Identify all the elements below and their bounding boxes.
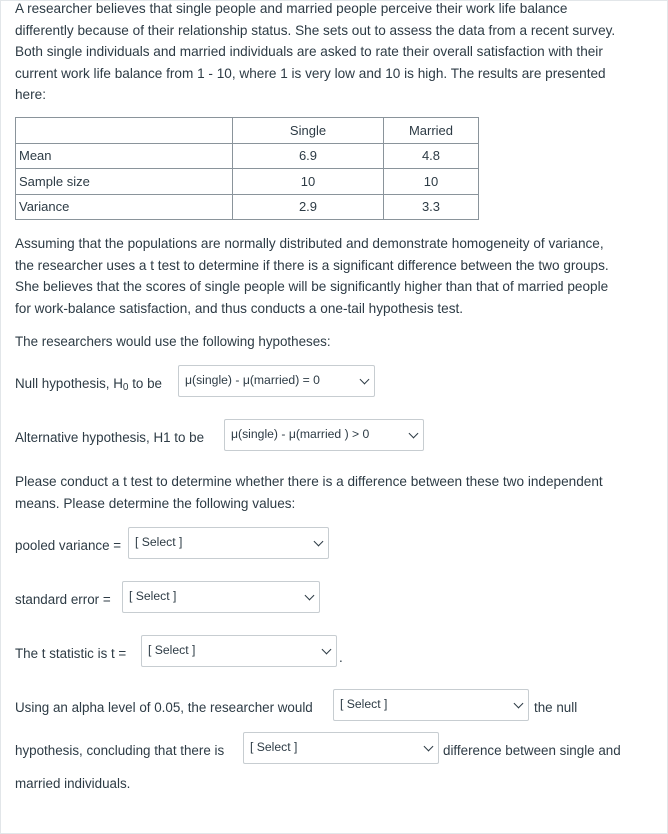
assumption-line: the researcher uses a t test to determine if there is a significant difference between the two groups.: [15, 257, 609, 273]
intro-paragraph: [15, 0, 615, 106]
t-statistic-select[interactable]: [141, 635, 337, 667]
pooled-variance-label: pooled variance =: [15, 538, 122, 553]
instructions-line: Please conduct a t test to determine whether there is a difference between these two independent: [15, 474, 603, 489]
hypotheses-intro: The researchers would use the following hypotheses:: [15, 334, 331, 349]
assumption-line: She believes that the scores of single people will be significantly higher than that of married people: [15, 279, 609, 294]
data-table: [15, 117, 479, 220]
conclusion-text-3: hypothesis, concluding that there is: [15, 743, 225, 758]
assumption-line: Assuming that the populations are normally distributed and demonstrate homogeneity of variance,: [15, 236, 604, 251]
conclusion-text-1: Using an alpha level of 0.05, the researcher would: [15, 700, 313, 715]
cell-married: 3.3: [384, 194, 479, 220]
cell-married: 10: [384, 169, 479, 195]
conclusion-text-5: married individuals.: [15, 776, 131, 791]
null-suffix: to be: [128, 376, 162, 391]
standard-error-select[interactable]: [122, 581, 320, 613]
cell-single: 6.9: [233, 143, 384, 169]
assumption-line: for work-balance satisfaction, and thus conducts a one-tail hypothesis test.: [15, 300, 464, 316]
conclusion-text-4: difference between single and: [443, 743, 621, 758]
intro-line: differently because of their relationship status. She sets out to assess the data from a recent survey.: [15, 22, 616, 38]
column-header-single: Single: [233, 118, 384, 144]
intro-line: Both single individuals and married individuals are asked to rate their overall satisfaction with their: [15, 44, 603, 59]
standard-error-label: standard error =: [15, 592, 111, 607]
table-header-row: [16, 118, 479, 144]
chevron-down-icon: [514, 699, 524, 709]
instructions-paragraph: [15, 471, 603, 514]
null-hypothesis-select[interactable]: [178, 365, 375, 397]
t-statistic-period: .: [339, 650, 343, 665]
alternative-hypothesis-label: Alternative hypothesis, H1 to be: [15, 430, 205, 445]
chevron-down-icon: [322, 645, 332, 655]
chevron-down-icon: [314, 537, 324, 547]
alternative-hypothesis-value: μ(single) - μ(married ) > 0: [231, 427, 370, 441]
null-hypothesis-value: μ(single) - μ(married) = 0: [185, 373, 320, 387]
decision-select[interactable]: [333, 689, 529, 721]
instructions-line: means. Please determine the following values:: [15, 495, 296, 511]
row-label: Mean: [16, 143, 233, 169]
null-hypothesis-label: [15, 376, 162, 393]
t-statistic-value: [ Select ]: [148, 643, 196, 657]
decision-value: [ Select ]: [340, 697, 388, 711]
intro-line: A researcher believes that single people and married people perceive their work life balance: [15, 1, 568, 16]
row-label: Variance: [16, 194, 233, 220]
null-subscript: 0: [122, 382, 129, 393]
row-label: Sample size: [16, 169, 233, 195]
table-corner: [16, 118, 233, 144]
intro-line: current work life balance from 1 - 10, where 1 is very low and 10 is high. The results are presented: [15, 65, 606, 81]
difference-select[interactable]: [243, 732, 439, 764]
standard-error-value: [ Select ]: [129, 589, 177, 603]
null-prefix: Null hypothesis, H: [15, 376, 123, 391]
table-row: [16, 169, 479, 195]
table-row: [16, 143, 479, 169]
column-header-married: Married: [384, 118, 479, 144]
conclusion-text-2: the null: [534, 700, 578, 715]
pooled-variance-select[interactable]: [128, 527, 329, 559]
pooled-variance-value: [ Select ]: [135, 535, 183, 549]
difference-value: [ Select ]: [250, 740, 298, 754]
cell-single: 2.9: [233, 194, 384, 220]
chevron-down-icon: [360, 375, 370, 385]
assumption-paragraph: [15, 233, 609, 319]
chevron-down-icon: [424, 742, 434, 752]
cell-single: 10: [233, 169, 384, 195]
cell-married: 4.8: [384, 143, 479, 169]
alternative-hypothesis-select[interactable]: [224, 419, 424, 451]
t-statistic-label: The t statistic is t =: [15, 646, 127, 661]
chevron-down-icon: [305, 591, 315, 601]
intro-line: here:: [15, 87, 46, 102]
chevron-down-icon: [409, 429, 419, 439]
table-row: [16, 194, 479, 220]
